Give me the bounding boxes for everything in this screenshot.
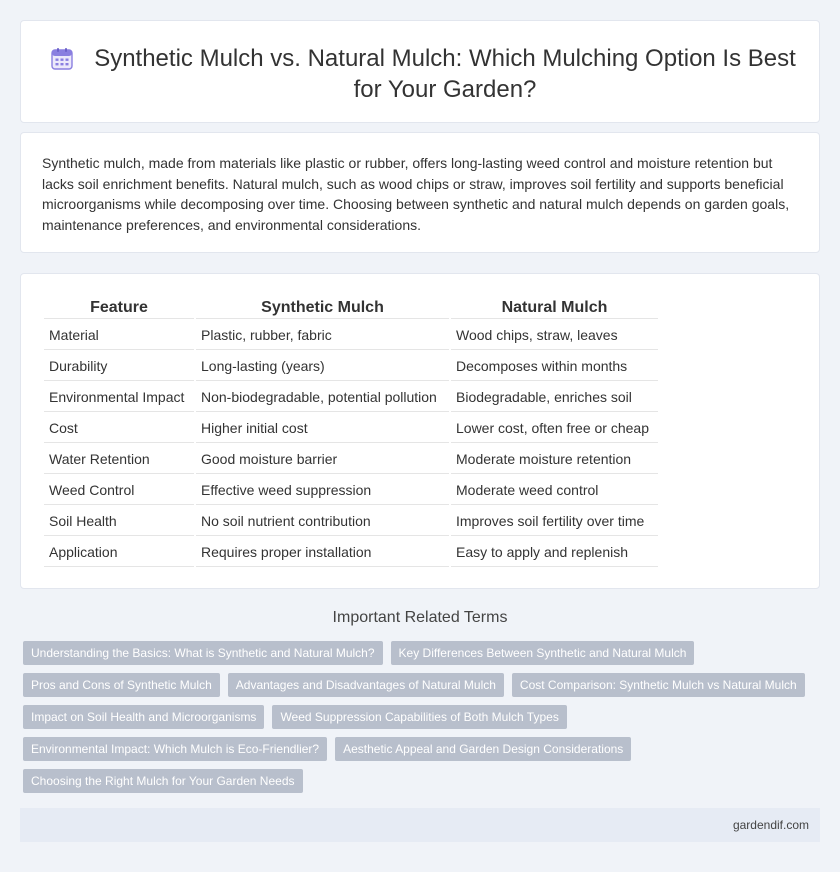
table-cell: No soil nutrient contribution: [196, 507, 449, 536]
page-title: Synthetic Mulch vs. Natural Mulch: Which Mulching Option Is Best for Your Garden?: [94, 45, 796, 103]
table-cell: Durability: [44, 352, 194, 381]
table-cell: Improves soil fertility over time: [451, 507, 658, 536]
table-cell: Good moisture barrier: [196, 445, 449, 474]
column-header-natural: Natural Mulch: [451, 298, 658, 319]
intro-text: Synthetic mulch, made from materials like plastic or rubber, offers long-lasting weed control and moisture retention but lacks soil enrichment benefits. Natural mulch, such as wood chips or straw, improves soil fertility and supports beneficial microorganisms while decomposing over time. Choosing between synthetic and natural mulch depends on garden goals, maintenance preferences, and environmental considerations.: [42, 155, 790, 233]
table-cell: Non-biodegradable, potential pollution: [196, 383, 449, 412]
related-term-tag[interactable]: Understanding the Basics: What is Synthetic and Natural Mulch?: [23, 641, 383, 665]
related-term-tag[interactable]: Impact on Soil Health and Microorganisms: [23, 705, 264, 729]
table-row: [44, 414, 658, 443]
table-cell: Moderate weed control: [451, 476, 658, 505]
table-row: [44, 445, 658, 474]
table-cell: Requires proper installation: [196, 538, 449, 567]
related-terms-title: Important Related Terms: [332, 609, 508, 626]
header-card: [20, 20, 820, 123]
table-row: [44, 538, 658, 567]
related-term-tag[interactable]: Cost Comparison: Synthetic Mulch vs Natural Mulch: [512, 673, 805, 697]
footer-site-link[interactable]: gardendif.com: [732, 818, 809, 832]
table-cell: Effective weed suppression: [196, 476, 449, 505]
table-body: [44, 321, 658, 567]
table-row: [44, 507, 658, 536]
table-row: [44, 352, 658, 381]
table-cell: Soil Health: [44, 507, 194, 536]
table-row: [44, 321, 658, 350]
related-term-tag[interactable]: Environmental Impact: Which Mulch is Eco-Friendlier?: [23, 737, 327, 761]
intro-card: [20, 132, 820, 253]
table-cell: Wood chips, straw, leaves: [451, 321, 658, 350]
table-header-row: [44, 298, 658, 319]
calendar-icon: [50, 47, 74, 71]
table-cell: Water Retention: [44, 445, 194, 474]
table-cell: Environmental Impact: [44, 383, 194, 412]
table-cell: Material: [44, 321, 194, 350]
column-header-feature: Feature: [44, 298, 194, 319]
table-cell: Higher initial cost: [196, 414, 449, 443]
table-cell: Long-lasting (years): [196, 352, 449, 381]
table-cell: Plastic, rubber, fabric: [196, 321, 449, 350]
table-cell: Lower cost, often free or cheap: [451, 414, 658, 443]
table-cell: Biodegradable, enriches soil: [451, 383, 658, 412]
related-term-tag[interactable]: Pros and Cons of Synthetic Mulch: [23, 673, 220, 697]
table-cell: Cost: [44, 414, 194, 443]
related-term-tag[interactable]: Choosing the Right Mulch for Your Garden Needs: [23, 769, 303, 793]
table-row: [44, 383, 658, 412]
table-row: [44, 476, 658, 505]
related-term-tag[interactable]: Advantages and Disadvantages of Natural Mulch: [228, 673, 504, 697]
table-cell: Application: [44, 538, 194, 567]
table-cell: Weed Control: [44, 476, 194, 505]
related-term-tag[interactable]: Aesthetic Appeal and Garden Design Considerations: [335, 737, 631, 761]
column-header-synthetic: Synthetic Mulch: [196, 298, 449, 319]
table-cell: Moderate moisture retention: [451, 445, 658, 474]
table-cell: Easy to apply and replenish: [451, 538, 658, 567]
comparison-table: [42, 296, 660, 569]
related-term-tag[interactable]: Weed Suppression Capabilities of Both Mulch Types: [272, 705, 566, 729]
table-cell: Decomposes within months: [451, 352, 658, 381]
related-term-tag[interactable]: Key Differences Between Synthetic and Natural Mulch: [391, 641, 695, 665]
related-terms-list: [23, 641, 813, 793]
comparison-card: [20, 273, 820, 589]
footer: [20, 808, 820, 842]
